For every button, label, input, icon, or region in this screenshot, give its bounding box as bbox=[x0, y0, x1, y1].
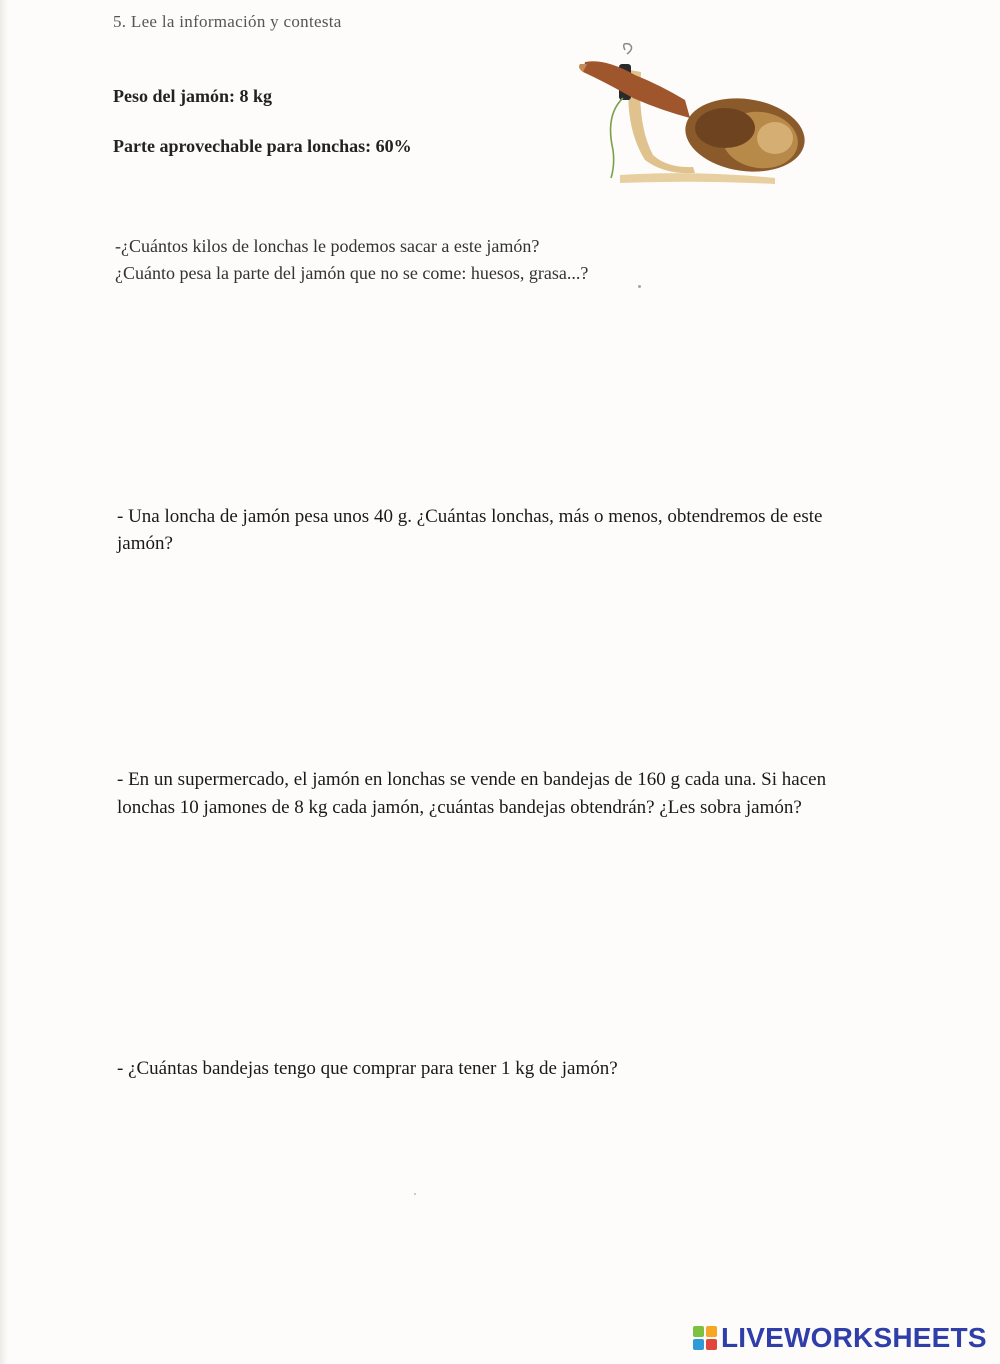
question-1-line-2: ¿Cuánto pesa la parte del jamón que no se come: huesos, grasa...? bbox=[115, 263, 589, 283]
question-4: - ¿Cuántas bandejas tengo que comprar para tener 1 kg de jamón? bbox=[117, 1058, 618, 1079]
usable-part-info: Parte aprovechable para lonchas: 60% bbox=[113, 136, 412, 156]
question-2-line-2: jamón? bbox=[117, 533, 173, 554]
ham-on-stand-icon bbox=[575, 40, 810, 190]
liveworksheets-branding bbox=[693, 1320, 987, 1356]
question-3-line-2: lonchas 10 jamones de 8 kg cada jamón, ¿cuántas bandejas obtendrán? ¿Les sobra jamón? bbox=[117, 797, 802, 818]
ink-speck bbox=[638, 285, 641, 288]
liveworksheets-wordmark: LIVEWORKSHEETS bbox=[721, 1322, 987, 1353]
page-edge-shadow bbox=[0, 0, 8, 1364]
liveworksheets-logo-icon bbox=[693, 1326, 717, 1350]
exercise-heading: 5. Lee la información y contesta bbox=[113, 12, 342, 31]
question-1-line-1: -¿Cuántos kilos de lonchas le podemos sacar a este jamón? bbox=[115, 236, 540, 256]
ham-weight-info: Peso del jamón: 8 kg bbox=[113, 86, 272, 106]
ink-speck bbox=[414, 1193, 416, 1195]
question-3-line-1: - En un supermercado, el jamón en lonchas se vende en bandejas de 160 g cada una. Si hacen bbox=[117, 769, 827, 790]
question-2-line-1: - Una loncha de jamón pesa unos 40 g. ¿Cuántas lonchas, más o menos, obtendremos de este bbox=[117, 506, 823, 527]
